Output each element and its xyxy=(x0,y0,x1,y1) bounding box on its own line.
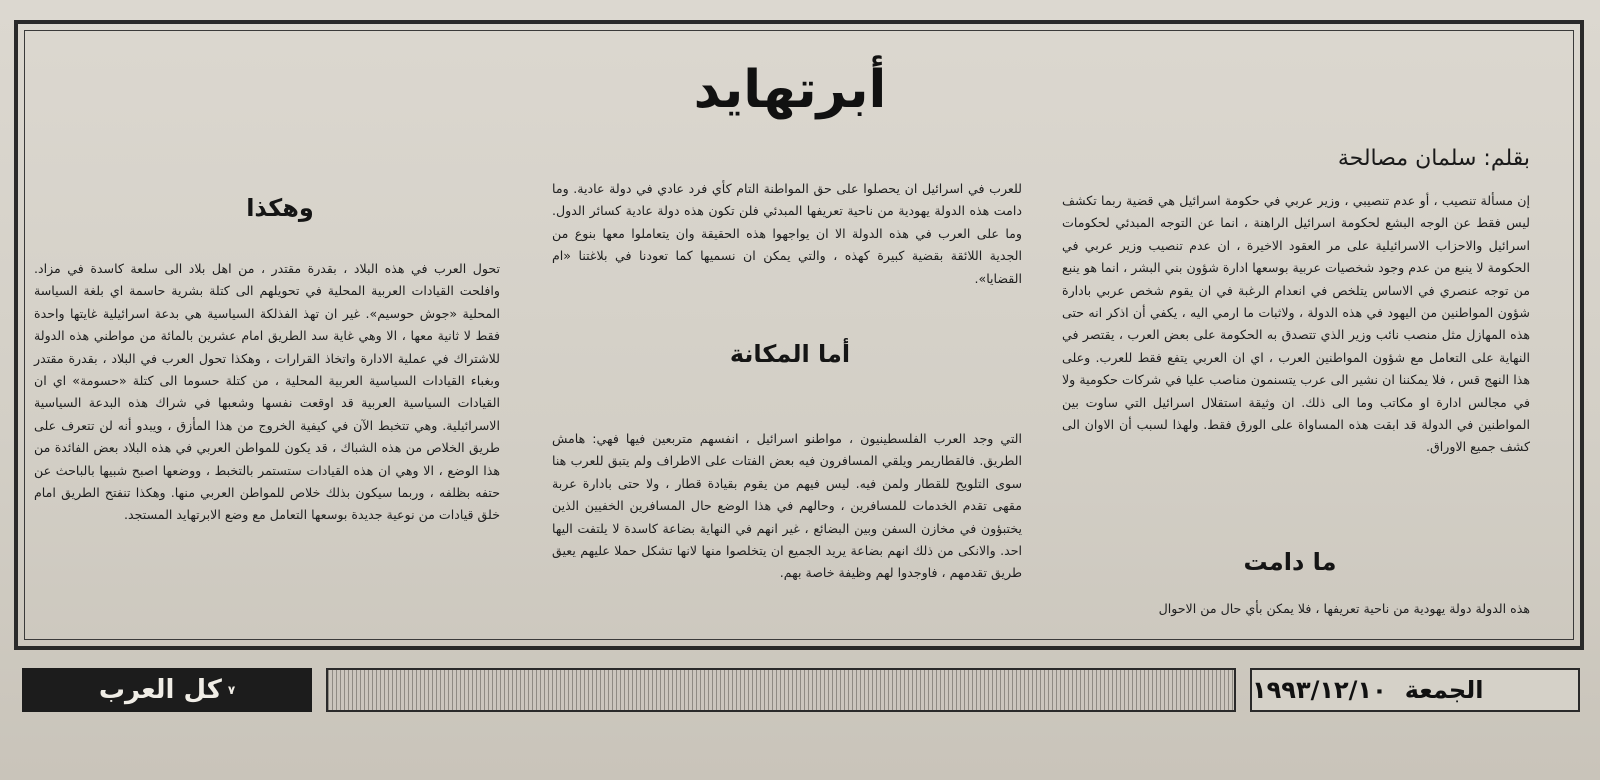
page-number: ٧ xyxy=(227,683,236,697)
middle-column-intro: للعرب في اسرائيل ان يحصلوا على حق المواطنة التام كأي فرد عادي في دولة عادية. وما دامت هذه الدولة يهودية من ناحية تعريفها المبدئي فلن تكون هذه دولة عادية كسائر الدول. وما على العرب في هذه الدولة الا ان يواجهوا هذه الحقيقة وان يتعاملوا معها بنوع من الجدية اللائقة بقضية كبيرة كهذه ، والتي يمكن ان نسميها كما تعودنا في بلاغتنا «ام القضايا». xyxy=(552,181,1022,286)
left-column-body: تحول العرب في هذه البلاد ، بقدرة مقتدر ، من اهل بلاد الى سلعة كاسدة في مزاد. وافلحت القيادات العربية المحلية في تحويلهم الى كتلة بشرية حاسمة اي بلغة السياسة المحلية «جوش حوسيم». غير ان تهذ الفذلكة السياسية هي بدعة اسرائيلية غايتها واحدة فقط لا ثانية معها ، الا وهي غاية سد الطريق امام عشرين بالمائة من مواطني هذه الدولة للاشتراك في عملية الادارة واتخاذ القرارات ، وهكذا تحول العرب في البلاد ، بقدرة مقتدر وبغباء القيادات السياسية العربية المحلية ، من كتلة حسوما الى كتلة «حسومة» اي ان القيادات السياسية العربية قد اوقعت نفسها وشعبها في شراك هذه البدعة السياسية الاسرائيلية. وهي تتخبط الآن في كيفية الخروج من هذا المأزق ، ويبدو أنه لن تتعرف على طريق الخلاص من هذه الشباك ، قد يكون للمواطن العربي في هذه البلاد بعض الفائدة من هذا الوضع ، الا وهي ان هذه القيادات ستستمر بالتخبط ، ووضعها اصبح شبيها بالباحث عن حتفه بظلفه ، وربما سيكون بذلك خلاص للمواطن العربي منها. وهكذا تنفتح الطريق امام خلق قيادات من نوعية جديدة بوسعها التعامل مع وضع الابرتهايد المستجد. xyxy=(34,261,500,523)
right-column-tail: هذه الدولة دولة يهودية من ناحية تعريفها ، فلا يمكن بأي حال من الاحوال xyxy=(1158,601,1530,616)
right-column-body: إن مسألة تنصيب ، أو عدم تنصيبي ، وزير عربي في حكومة اسرائيل هي قضية ربما تكشف ليس فقط عن الوجه البشع لحكومة اسرائيل الراهنة ، انما عن التوجه المبدئي لحكومات اسرائيل والاحزاب الاسرائيلية على مر العقود الاخيرة ، ان عدم تنصيب وزير عربي في الحكومة لا ينبع من عدم وجود شخصيات عربية بوسعها ادارة شؤون بني البشر ، انما هو ينبع من توجه عنصري في الاساس يتلخص في انعدام الرغبة في ان يقوم شخص عربي بادارة شؤون المواطنين من اليهود في هذه الدولة ، ولاثبات ما ارمي اليه ، يكفي أن اذكر انه حتى هذه المهازل مثل منصب نائب وزير الذي تتصدق به الحكومة على بعض العرب ، يقتصر في النهاية على التعامل مع شؤون المواطنين العرب ، اي ان العربي يتفع فقط للعرب. وعلى هذا النهج قس ، فلا يمكننا ان نشير الى عرب يتسنمون مناصب عليا في شركات حكومية ولا في مجالس ادارة او مكاتب وما الى ذلك. ان وثيقة استقلال اسرائيل التي ساوت بين المواطنين في الدولة قد ابقت هذه المساواة على الورق فقط. ولهذا لسبب أن الاوان الى كشف جميع الاوراق. xyxy=(1062,193,1530,455)
issue-day: الجمعة xyxy=(1404,676,1484,704)
issue-date: ١٩٩٣/١٢/١٠ xyxy=(1252,676,1387,704)
middle-column-body: التي وجد العرب الفلسطينيون ، مواطنو اسرائيل ، انفسهم متربعين فيها فهي: هامش الطريق. فالقطاريمر ويلقي المسافرون فيه بعض الفتات على الاطراف ولم يتبق للعرب هنا سوى التلويح للقطار ولمن فيه. ليس فيهم من يقوم بقيادة قطار ، ولا حتى بادارة عربة مقهى تقدم الخدمات للمسافرين ، وحالهم في هذا الوضع حال المسافرين الخفيين الذين يختبؤون في مخازن السفن وبين البضائع ، غير انهم في النهاية بضاعة كاسدة لا يلتفت اليها احد. والانكى من ذلك انهم بضاعة يريد الجميع ان يتخلصوا منها لانها تشكل حملا عليهم يعيق طريق تقدمهم ، فاوجدوا لهم وظيفة خاصة بهم. xyxy=(552,431,1022,581)
issue-date-box xyxy=(1250,668,1580,712)
byline: بقلم: سلمان مصالحة xyxy=(1337,146,1530,171)
left-column-subhead: وهكذا xyxy=(246,194,314,222)
right-column-subhead: ما دامت xyxy=(1243,548,1337,576)
publication-logo xyxy=(22,668,312,712)
publication-logo-text: كل العرب xyxy=(98,675,222,705)
middle-column-subhead: أما المكانة xyxy=(729,340,851,368)
headline: أبرتهايد xyxy=(693,60,887,120)
footer-hatch-bar xyxy=(326,668,1236,712)
